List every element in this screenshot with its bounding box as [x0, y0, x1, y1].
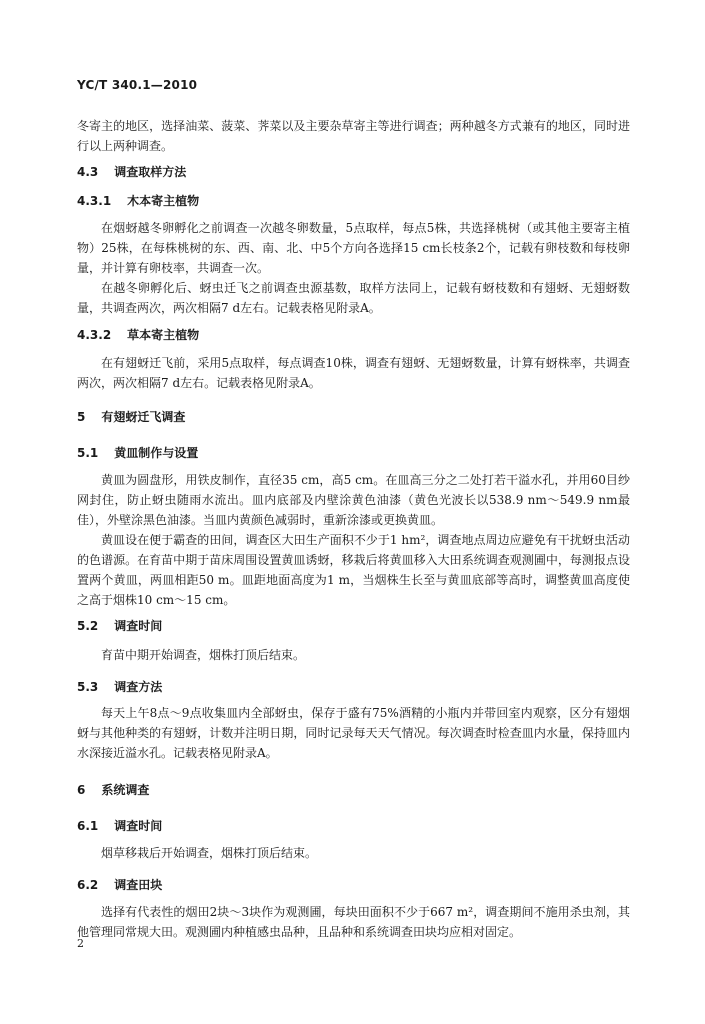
- system-survey-time-paragraph: 烟草移栽后开始调查，烟株打顶后结束。: [101, 846, 318, 860]
- section-number: 4.3: [77, 165, 99, 179]
- survey-method-paragraph: 每天上午8点～9点收集皿内全部蚜虫，保存于盛有75%酒精的小瓶内并带回室内观察，区分有翅烟蚜与其他种类的有翅蚜，计数并注明日期，同时记录每天天气情况。每次调查时检查皿内水量，保持皿内水深接近溢水孔。记载表格见附录A。: [77, 706, 630, 760]
- section-4-3-2-heading: [77, 326, 199, 343]
- woody-host-paragraph-1: 在烟蚜越冬卵孵化之前调查一次越冬卵数量，5点取样，每点5株，共选择桃树（或其他主要寄主植物）25株，在每株桃树的东、西、南、北、中5个方向各选择15 cm长枝条2个，记载有卵枝数和每枝卵量，并计算有卵枝率，共调查一次。: [77, 221, 630, 275]
- section-6-2-heading: [77, 876, 162, 893]
- section-5-3-heading: [77, 678, 162, 695]
- section-5-heading: [77, 408, 185, 425]
- section-title: 调查时间: [114, 819, 163, 833]
- section-title: 有翅蚜迁飞调查: [101, 410, 186, 424]
- section-number: 5: [77, 410, 86, 424]
- section-title: 调查时间: [114, 619, 163, 633]
- section-number: 4.3.1: [77, 194, 112, 208]
- section-number: 5.3: [77, 680, 99, 694]
- section-title: 调查取样方法: [114, 165, 187, 179]
- section-number: 5.2: [77, 619, 99, 633]
- section-number: 5.1: [77, 446, 99, 460]
- section-5-2-heading: [77, 617, 162, 634]
- herb-host-paragraph: 在有翅蚜迁飞前，采用5点取样，每点调查10株，调查有翅蚜、无翅蚜数量，计算有蚜株率，共调查两次，两次相隔7 d左右。记载表格见附录A。: [77, 356, 630, 390]
- woody-host-paragraph-2: 在越冬卵孵化后、蚜虫迁飞之前调查虫源基数，取样方法同上，记载有蚜枝数和有翅蚜、无翅蚜数量，共调查两次，两次相隔7 d左右。记载表格见附录A。: [77, 281, 630, 315]
- section-title: 木本寄主植物: [127, 194, 200, 208]
- yellow-pan-paragraph-2: 黄皿设在便于霸查的田间，调查区大田生产面积不少于1 hm²，调查地点周边应避免有干扰蚜虫活动的色谱源。在育苗中期于苗床周围设置黄皿诱蚜，移栽后将黄皿移入大田系统调查观测圃中，每测报点设置两个黄皿，两皿相距50 m。皿距地面高度为1 m，当烟株生长至与黄皿底部等高时，调整黄皿高度使之高于烟株10 cm～15 cm。: [77, 533, 630, 607]
- standard-code-header: YC/T 340.1—2010: [77, 78, 198, 92]
- section-5-1-heading: [77, 444, 198, 461]
- survey-time-paragraph: 育苗中期开始调查，烟株打顶后结束。: [101, 648, 306, 662]
- section-number: 4.3.2: [77, 328, 112, 342]
- section-6-1-heading: [77, 817, 162, 834]
- yellow-pan-paragraph-1: 黄皿为圆盘形，用铁皮制作，直径35 cm，高5 cm。在皿高三分之二处打若干溢水孔，并用60目纱网封住，防止蚜虫随雨水流出。皿内底部及内壁涂黄色油漆（黄色光波长以538.9 nm～549.9 nm最佳），外壁涂黑色油漆。当皿内黄颜色减弱时，重新涂漆或更换黄皿。: [77, 473, 630, 527]
- section-number: 6.1: [77, 819, 99, 833]
- section-title: 黄皿制作与设置: [114, 446, 199, 460]
- section-title: 系统调查: [101, 783, 150, 797]
- section-title: 草本寄主植物: [127, 328, 200, 342]
- page-number: 2: [77, 937, 84, 950]
- section-title: 调查方法: [114, 680, 163, 694]
- intro-paragraph: 冬寄主的地区，选择油菜、菠菜、荠菜以及主要杂草寄主等进行调查；两种越冬方式兼有的地区，同时进行以上两种调查。: [77, 119, 630, 153]
- section-number: 6: [77, 783, 86, 797]
- section-4-3-heading: [77, 163, 186, 180]
- section-number: 6.2: [77, 878, 99, 892]
- section-title: 调查田块: [114, 878, 163, 892]
- section-4-3-1-heading: [77, 192, 199, 209]
- survey-field-paragraph: 选择有代表性的烟田2块～3块作为观测圃，每块田面积不少于667 m²，调查期间不施用杀虫剂，其他管理同常规大田。观测圃内种植感虫品种，且品种和系统调查田块均应相对固定。: [77, 905, 630, 939]
- section-6-heading: [77, 781, 149, 798]
